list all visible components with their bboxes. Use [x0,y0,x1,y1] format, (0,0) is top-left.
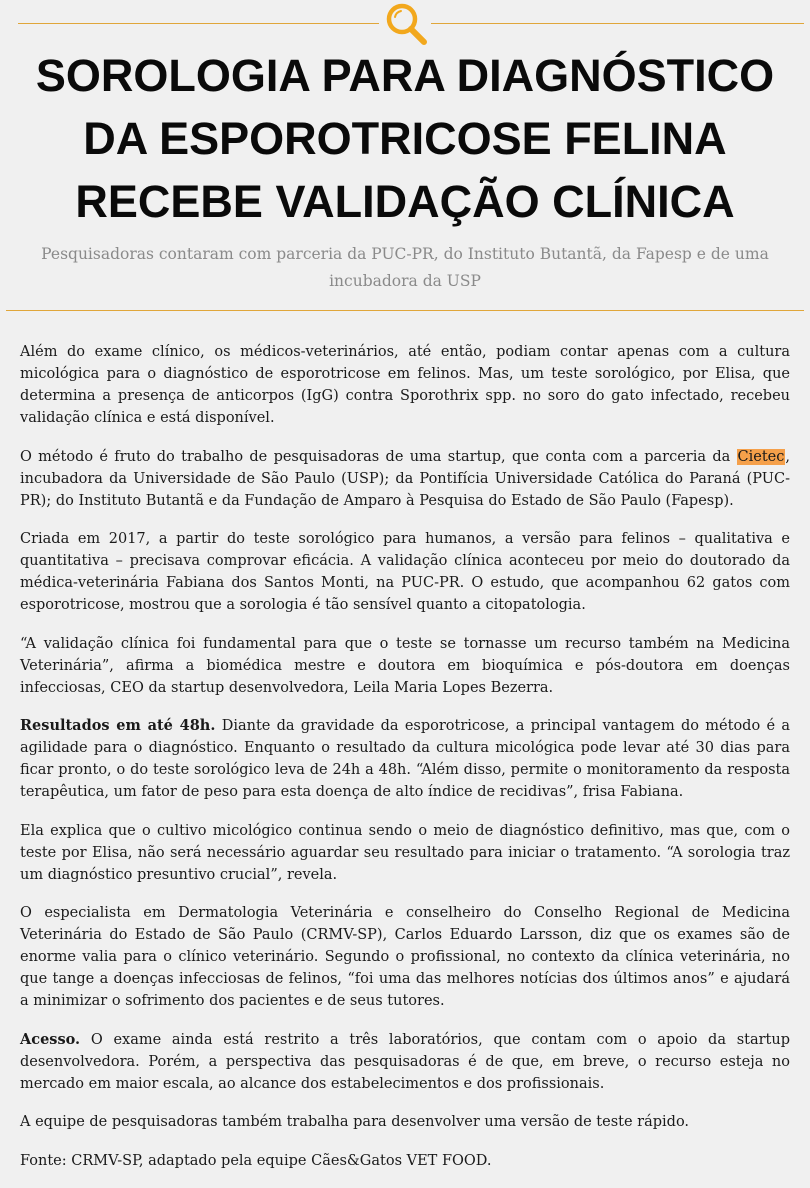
paragraph-5-text: Diante da gravidade da esporotricose, a principal vantagem do método é a agilidade para o diagnóstico. Enquanto o resultado da cultura micológica pode levar até 30 dias para ficar pronto, o do teste sorológico leva de 24h a 48h. “Além disso, permite o monitoramento da resposta terapêutica, um fator de peso para esta doença de alto índice de recidivas”, frisa Fabiana. [20,718,791,800]
article-paragraph-8 [20,1029,790,1095]
article-paragraph-5 [20,715,790,803]
page-subtitle: Pesquisadoras contaram com parceria da PUC-PR, do Instituto Butantã, da Fapesp e de uma incubadora da USP [41,245,769,290]
article-paragraph-1: Além do exame clínico, os médicos-veterinários, até então, podiam contar apenas com a cultura micológica para o diagnóstico de esporotricose em felinos. Mas, um teste sorológico, por Elisa, que determina a presença de anticorpos (IgG) contra Sporothrix spp. no soro do gato infectado, recebeu validação clínica e está disponível. [20,344,790,426]
article-paragraph-2 [20,446,790,512]
page-title [0,44,810,233]
section-lead-results: Resultados em até 48h. [20,717,216,734]
article-paragraph-6: Ela explica que o cultivo micológico continua sendo o meio de diagnóstico definitivo, mas que, com o teste por Elisa, não será necessário aguardar seu resultado para iniciar o tratamento. “A sorologia traz um diagnóstico presuntivo crucial”, revela. [20,822,790,883]
article-paragraph-3: Criada em 2017, a partir do teste sorológico para humanos, a versão para felinos – qualitativa e quantitativa – precisava comprovar eficácia. A validação clínica aconteceu por meio do doutorado da médica-veterinária Fabiana dos Santos Monti, na PUC-PR. O estudo, que acompanhou 62 gatos com esporotricose, mostrou que a sorologia é tão sensível quanto a citopatologia. [20,531,790,613]
article-paragraph-7: O especialista em Dermatologia Veterinária e conselheiro do Conselho Regional de Medicina Veterinária do Estado de São Paulo (CRMV-SP), Carlos Eduardo Larsson, diz que os exames são de enorme valia para o clínico veterinário. Segundo o profissional, no contexto da clínica veterinária, no que tange a doenças infecciosas de felinos, “foi uma das melhores notícias dos últimos anos” e ajudará a minimizar o sofrimento dos pacientes e de seus tutores. [20,905,790,1009]
cietec-link[interactable]: Cietec [737,448,785,465]
header-bottom-rule [6,310,804,311]
page-title-line-1: SOROLOGIA PARA DIAGNÓSTICO [35,50,775,101]
page-title-line-3: RECEBE VALIDAÇÃO CLÍNICA [75,176,735,227]
magnifier-icon [379,0,431,48]
paragraph-8-text: O exame ainda está restrito a três laboratórios, que contam com o apoio da startup desenvolvedora. Porém, a perspectiva das pesquisadoras é de que, em breve, o recurso esteja no mercado em maior escala, ao alcance dos estabelecimentos e dos profissionais. [20,1031,790,1092]
page-title-line-2: DA ESPOROTRICOSE FELINA [83,113,727,164]
section-lead-access: Acesso. [20,1030,81,1048]
paragraph-2-text-before: O método é fruto do trabalho de pesquisadoras de uma startup, que conta com a parceria da [20,448,737,465]
article-source: Fonte: CRMV-SP, adaptado pela equipe Cães&Gatos VET FOOD. [20,1152,492,1169]
paragraph-2-text-after: , incubadora da Universidade de São Paulo (USP); da Pontifícia Universidade Católica do Paraná (PUC-PR); do Instituto Butantã e da Fundação de Amparo à Pesquisa do Estado de São Paulo (Fapesp). [20,448,790,509]
article-paragraph-9: A equipe de pesquisadoras também trabalha para desenvolver uma versão de teste rápido. [20,1114,690,1130]
search-badge [379,0,431,48]
article-body [20,341,790,1188]
article-paragraph-4: “A validação clínica foi fundamental para que o teste se tornasse um recurso também na Medicina Veterinária”, afirma a biomédica mestre e doutora em bioquímica e pós-doutora em doenças infecciosas, CEO da startup desenvolvedora, Leila Maria Lopes Bezerra. [20,635,790,696]
